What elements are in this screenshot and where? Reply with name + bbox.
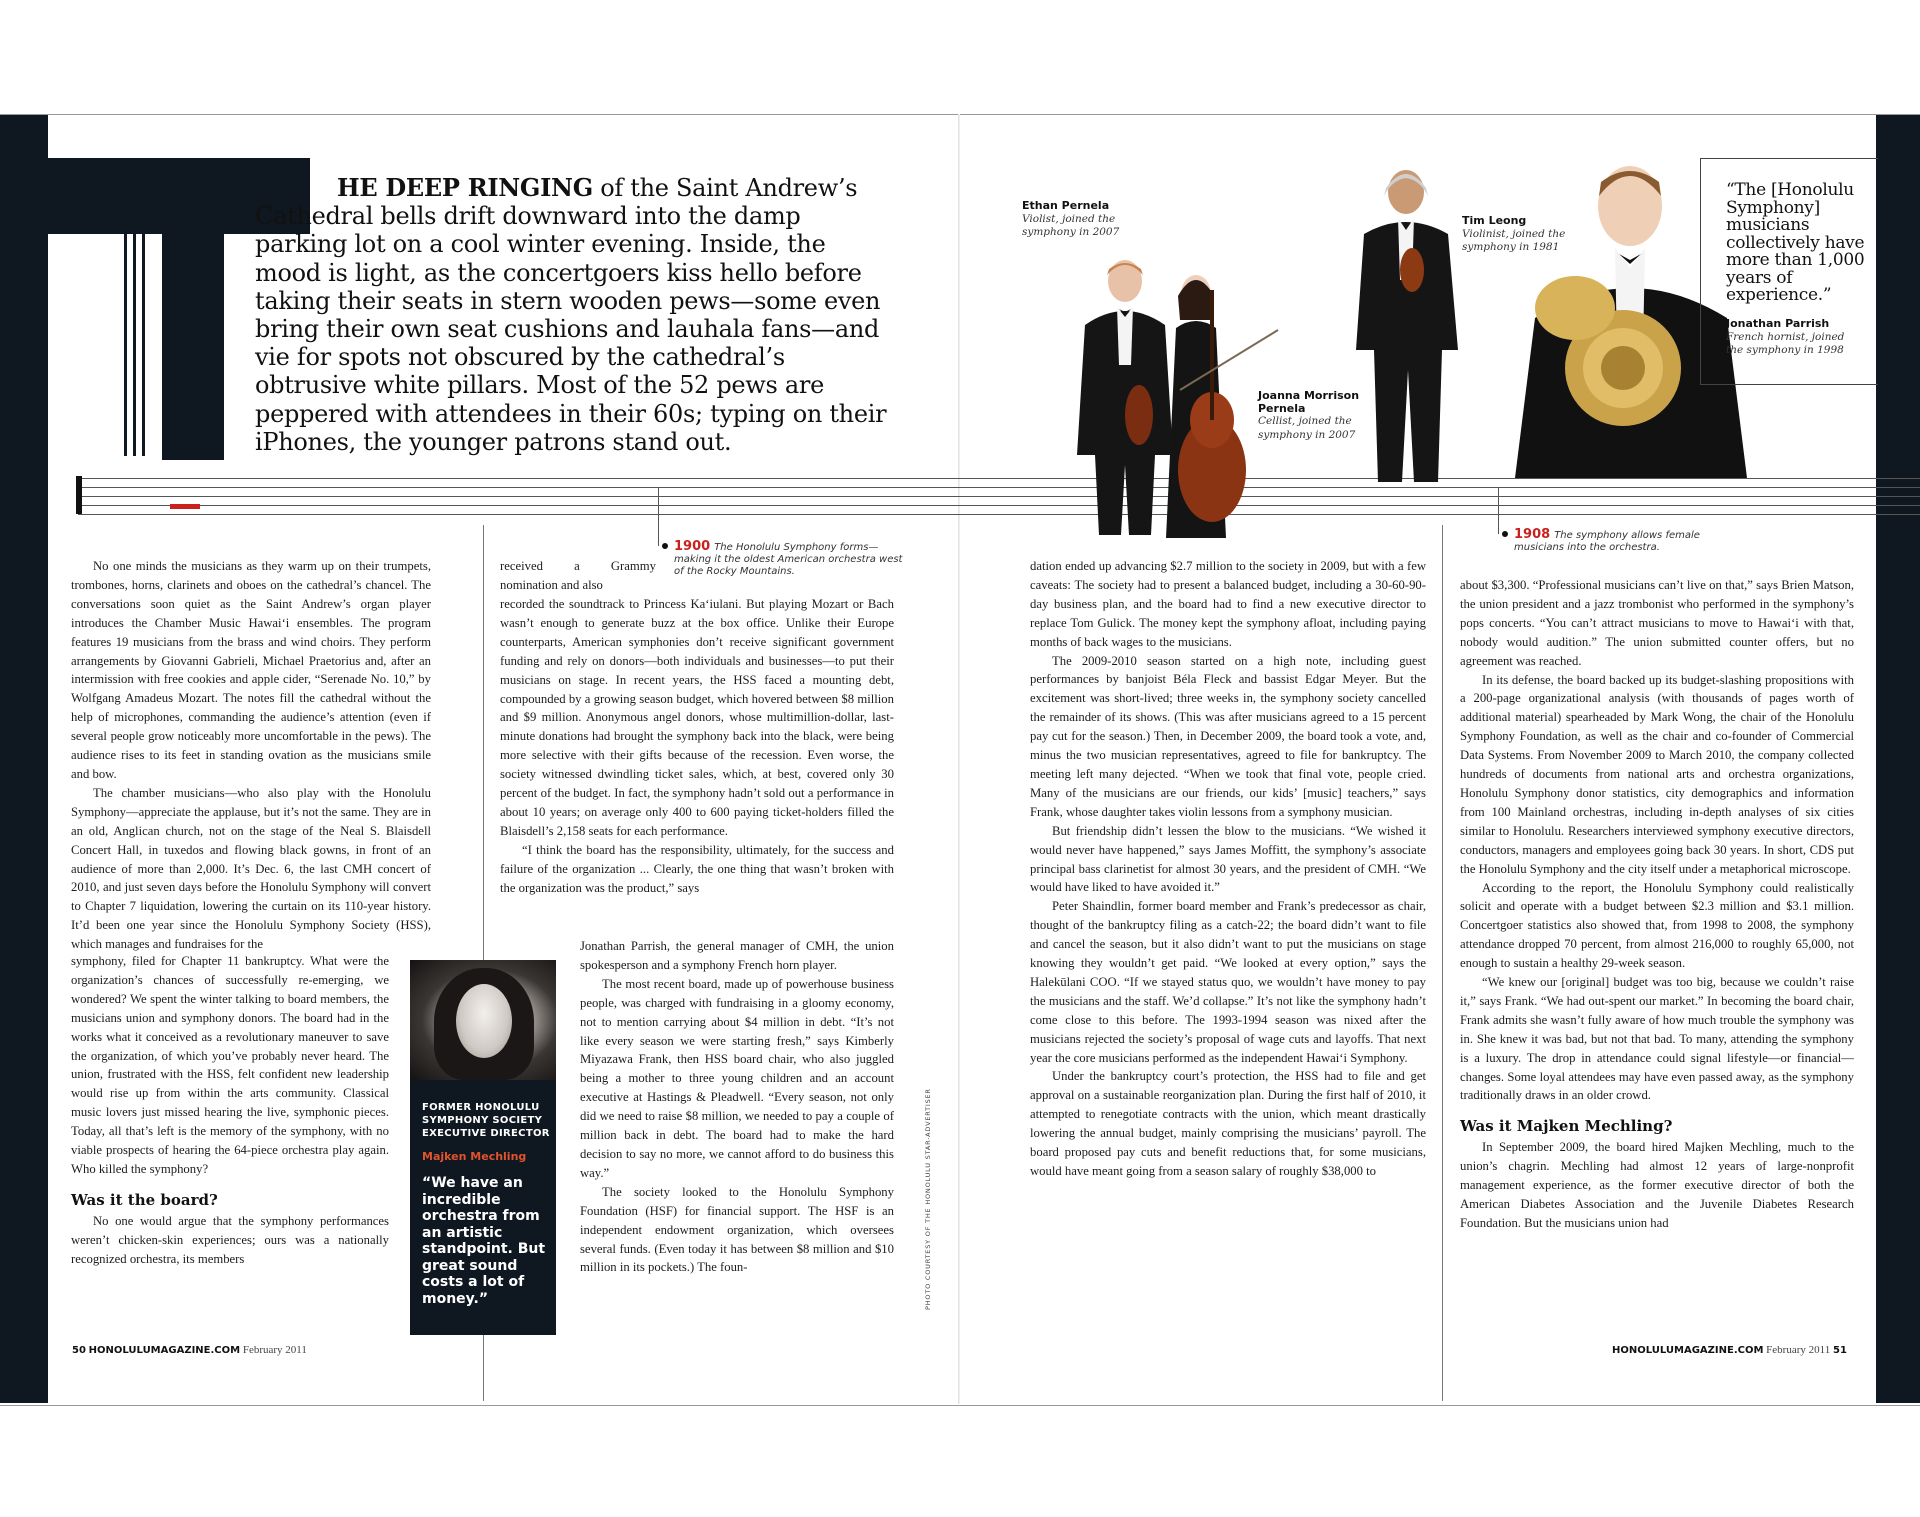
quote-box-rule — [1700, 158, 1878, 159]
drop-cap-line — [142, 234, 145, 456]
body-paragraph: received a Grammy nomination and also — [500, 559, 656, 592]
timeline-year: 1900 — [674, 539, 711, 554]
magazine-site: HONOLULUMAGAZINE.COM — [1612, 1345, 1764, 1356]
body-paragraph: dation ended up advancing $2.7 million to the society in 2009, but with a few caveats: The society had to present a balanced budget, including a 30-60-90-day business plan, and the board had to find a new executive director to replace Tom Gulick. The money kept the symphony afloat, including paying months of back wages to the musicians. — [1030, 559, 1426, 649]
body-paragraph: Jonathan Parrish, the general manager of CMH, the union spokesperson and a symphony French horn player. — [580, 939, 894, 972]
folio-left — [72, 1344, 307, 1356]
body-paragraph: The society looked to the Honolulu Symphony Foundation (HSF) for financial support. The HSF is an independent endowment organization, which oversees several funds. (Even today it has between $8 million and $10 million in its pockets.) The foun- — [580, 1184, 894, 1275]
sidebar-role: FORMER HONOLULU SYMPHONY SOCIETY EXECUTIVE DIRECTOR — [422, 1102, 550, 1139]
caption-desc: Cellist, joined the symphony in 2007 — [1258, 415, 1356, 441]
body-paragraph: But friendship didn’t lessen the blow to the musicians. “We wished it would never have happened,” says James Moffitt, the symphony’s associate principal bass clarinetist for almost 30 years, and the president of CMH. “We would have liked to have avoided it.” — [1030, 823, 1426, 895]
body-paragraph: In its defense, the board backed up its budget-slashing propositions with a 200-page organizational analysis (with thousands of pages worth of additional material) spearheaded by Mark Wong, the chair of the Honolulu Symphony Foundation, as well as the chair and co-founder of Commercial Data Systems. From November 2009 to March 2010, the company collected hundreds of documents from national arts and orchestra organizations, Honolulu Symphony donor statistics, city demographics and information from 100 Mainland orchestras, including in-depth analyses of six cities similar to Honolulu. Researchers interviewed symphony executive directors, conductors, managers and employees going back 30 years. In short, CDS put the Honolulu Symphony and the city itself under a metaphorical microscope. — [1460, 672, 1854, 876]
text-column-1-wrap — [71, 952, 389, 1269]
staff-line — [78, 487, 1920, 488]
drop-cap-line — [124, 234, 127, 456]
portrait-majken-mechling — [410, 960, 556, 1080]
text-column-3 — [1030, 557, 1426, 1181]
lede-lead-in: HE DEEP RINGING — [337, 173, 593, 202]
body-paragraph: According to the report, the Honolulu Symphony could realistically solicit and operate with a budget between $2.3 million and $3.1 million. Concertgoer statistics also showed that, from 1998 to 2008, the symphony attendance dropped 70 percent, from almost 216,000 to roughly 65,000, not enough to sustain a healthy 29-week season. — [1460, 880, 1854, 971]
photo-credit-text: PHOTO COURTESY OF THE HONOLULU STAR-ADVERTISER — [924, 1088, 932, 1310]
quote-box-rule — [1700, 158, 1701, 384]
timeline-text: The symphony allows female musicians into the orchestra. — [1514, 530, 1700, 553]
sidebar-quote-box — [410, 1080, 556, 1335]
caption-name: Tim Leong — [1462, 214, 1527, 227]
portrait-face — [456, 984, 512, 1058]
timeline-stem — [658, 488, 659, 546]
timeline-entry-1900 — [674, 541, 904, 578]
timeline-entry-1908 — [1514, 529, 1724, 554]
staff-line — [78, 496, 1920, 497]
body-paragraph: The chamber musicians—who also play with the Honolulu Symphony—appreciate the applause, but it’s not the same. They are in an old, Anglican church, not on the stage of the Neal S. Blaisdell Concert Hall, in tuxedos and flowing black gowns, in front of an audience of more than 2,000. It’s Dec. 6, the last CMH concert of 2010, and just seven days before the Honolulu Symphony will convert to Chapter 7 liquidation, lowering the curtain on its 110-year history. It’d been one year since the Honolulu Symphony Society (HSS), which manages and fundraises for the — [71, 785, 431, 952]
section-heading: Was it Majken Mechling? — [1460, 1117, 1673, 1136]
body-paragraph: Under the bankruptcy court’s protection, the HSS had to file and get approval on a sustainable reorganization plan. During the first half of 2010, it attempted to renegotiate contracts with the union, which meant drastically lowering the annual budget, mainly comprising the musicians’ payroll. The board proposed pay cuts and benefit reductions that, for some musicians, would have meant going from a season salary of roughly $38,000 to — [1030, 1069, 1426, 1178]
quote-box-rule — [1700, 384, 1878, 385]
caption-desc: Violinist, joined the symphony in 1981 — [1462, 227, 1566, 253]
body-paragraph: “We knew our [original] budget was too big, because we couldn’t raise it,” says Frank. “We had out-spent our market.” In becoming the board chair, Frank admits she wasn’t fully aware of how much trouble the symphony was in. She knew it was bad, but not that bad. To many, attending the symphony is a luxury. The drop in attendance could signal lifestyle—or financial—changes. Some loyal attendees may have even passed away, as the symphony traditionally draws in an older crowd. — [1460, 975, 1854, 1103]
page-number: 51 — [1832, 1345, 1847, 1356]
body-paragraph: No one would argue that the symphony performances weren’t chicken-skin experiences; ours was a nationally recognized orchestra, its members — [71, 1213, 389, 1266]
body-paragraph: “I think the board has the responsibility, ultimately, for the success and failure of the organization ... Clearly, the one thing that wasn’t broken with the organization was the product,” says — [500, 842, 894, 895]
sidebar-quote: “We have an incredible orchestra from an artistic standpoint. But great sound costs a lot of money.” — [422, 1175, 546, 1307]
body-paragraph: recorded the soundtrack to Princess Ka‘iulani. But playing Mozart or Bach wasn’t enough to generate buzz at the box office. Unlike their Europe counterparts, American symphonies don’t receive significant government funding and rely on donors—both individuals and businesses—to put their musicians on stage. In recent years, the HSS faced a mounting debt, compounded by a growing season budget, which hovered between $8 million and $9 million. Anonymous angel donors, whose multimillion-dollar, last-minute donations had brought the symphony back into the black, were being more selective with their gifts because of the recession. Even worse, the society witnessed dwindling ticket sales, which, at best, covered only 30 percent of the budget. In fact, the symphony hadn’t sold out a performance in about 10 years; on average only 400 to 600 paying ticket-holders filled the Blaisdell’s 2,158 seats for each performance. — [500, 597, 894, 838]
issue-date: February 2011 — [1766, 1344, 1831, 1356]
left-edge-bar — [0, 115, 48, 1403]
text-column-2 — [500, 595, 894, 898]
caption-desc: French hornist, joined the symphony in 1998 — [1726, 330, 1845, 356]
page-gutter — [958, 114, 960, 1404]
timeline-dot — [1502, 531, 1508, 537]
body-paragraph: No one minds the musicians as they warm up on their trumpets, trombones, horns, clarinets and oboes on the cathedral’s chancel. The conversations soon quiet as the Saint Andrew’s organ player introduces the Chamber Music Hawai‘i ensembles. The program features 19 musicians from the brass and wind choirs. They perform arrangements by Giovanni Gabrieli, Michael Praetorius and, after an intermission with free cookies and apple cider, “Serenade No. 10,” by Wolfgang Amadeus Mozart. The notes fill the cathedral without the help of microphones, commanding the audience’s attention (even if several people grow noticeably more uncomfortable in the pews). The audience rises to its feet in standing ovation as the musicians smile and bow. — [71, 559, 431, 781]
page-number: 50 — [72, 1345, 86, 1356]
text-column-2-wrap — [580, 937, 894, 1277]
lede-paragraph — [255, 174, 895, 456]
staff-line — [78, 514, 1920, 515]
body-paragraph: about $3,300. “Professional musicians can’t live on that,” says Brien Matson, the union president and a jazz trombonist who performed in the symphony’s pops concerts. “You can’t attract musicians to move to Hawai‘i with that, nobody would audition.” The union submitted counter offers, but no agreement was reached. — [1460, 578, 1854, 668]
timeline-year: 1908 — [1514, 527, 1551, 542]
caption-ethan — [1022, 200, 1132, 240]
column-rule — [1442, 525, 1443, 1401]
timeline-dot — [662, 543, 668, 549]
staff-line — [78, 478, 1920, 479]
section-heading: Was it the board? — [71, 1190, 218, 1209]
issue-date: February 2011 — [242, 1344, 307, 1356]
caption-name: Ethan Pernela — [1022, 199, 1110, 212]
timeline-stem — [1498, 488, 1499, 534]
body-paragraph: symphony, filed for Chapter 11 bankruptcy. What were the organization’s chances of successfully re-emerging, we wondered? We spent the winter talking to board members, the musicians union and symphony donors. The board had in the works what it conceived as a revolutionary maneuver to save the organization, of which you’ve probably never heard. The union, frustrated with the HSS, felt confident new leadership would rise up from within the arts community. Classical music lovers just missed hearing the live, symphonic pieces. Today, all that’s left is the memory of the symphony, with no viable prospects of hearing the 64-piece orchestra play again. Who killed the symphony? — [71, 954, 389, 1176]
photo-jonathan-parrish — [1515, 148, 1747, 478]
caption-name: Jonathan Parrish — [1726, 317, 1830, 330]
magazine-site: HONOLULUMAGAZINE.COM — [88, 1345, 241, 1356]
right-edge-bar — [1876, 115, 1920, 1403]
pull-quote: “The [Honolulu Symphony] musicians collectively have more than 1,000 years of experience.” — [1726, 180, 1865, 305]
body-paragraph: In September 2009, the board hired Majken Mechling, much to the union’s chagrin. Mechling had almost 12 years of large-nonprofit management experience, as the former executive director of both the American Diabetes Association and the Juvenile Diabetes Research Foundation. But the musicians union had — [1460, 1140, 1854, 1230]
photo-credit — [914, 1080, 932, 1320]
drop-cap-stem — [162, 234, 224, 460]
timeline-marker — [170, 504, 200, 509]
lede-text: of the Saint Andrew’s Cathedral bells drift downward into the damp parking lot on a cool winter evening. Inside, the mood is light, as the concertgoers kiss hello before taking their seats in stern wooden pews—some even bring their own seat cushions and lauhala fans—and vie for spots not obscured by the cathedral’s obtrusive white pillars. Most of the 52 pews are peppered with attendees in their 60s; typing on their iPhones, the younger patrons stand out. — [255, 174, 887, 456]
folio-right — [1612, 1344, 1847, 1356]
caption-joanna — [1258, 390, 1368, 442]
drop-cap-line — [133, 234, 136, 456]
sidebar-name: Majken Mechling — [422, 1150, 527, 1163]
caption-tim — [1462, 215, 1572, 255]
body-paragraph: Peter Shaindlin, former board member and Frank’s predecessor as chair, thought of the bankruptcy filing as a catch-22; the board didn’t want to file and cancel the season, but it also didn’t want to put the musicians on stage knowing they wouldn’t get paid. “We looked at every option,” says the Halekūlani COO. “If we stayed status quo, we wouldn’t have money to pay the musicians and the staff. We’d collapse.” It’s not like the symphony hadn’t come close to this before. The 1993-1994 season was nixed after the musicians rejected the society’s proposal of wage cuts and layoffs. That next year the core musicians performed as the independent Hawai‘i Symphony. — [1030, 899, 1426, 1065]
body-paragraph: The most recent board, made up of powerhouse business people, was charged with fundraising in a gloomy economy, not to mention carrying about $4 million in debt. “It’s not like every season we were starting fresh,” says Kimberly Miyazawa Frank, then HSS board chair, who also juggled being a mother to three young children and an account executive at Hastings & Pleadwell. “Every season, not only did we need to raise $8 million, we needed to pay a couple of million back in debt. The board had to make the hard decision to say no more, we cannot afford to do business this way.” — [580, 976, 894, 1180]
staff-barline — [76, 476, 82, 514]
caption-jonathan — [1726, 318, 1856, 358]
staff-line — [78, 505, 1920, 506]
text-column-1 — [71, 557, 431, 954]
text-column-4 — [1460, 576, 1854, 1233]
caption-desc: Violist, joined the symphony in 2007 — [1022, 212, 1120, 238]
timeline-text: The Honolulu Symphony forms—making it the oldest American orchestra west of the Rocky Mountains. — [674, 542, 903, 577]
text-column-2-top — [500, 557, 656, 595]
body-paragraph: The 2009-2010 season started on a high note, including guest performances by banjoist Béla Fleck and bassist Edgar Meyer. But the excitement was short-lived; three weeks in, the symphony society cancelled the remainder of its shows. (This was after musicians agreed to a 15 percent pay cut for the season.) Then, in December 2009, the board took a vote, and, minus the two musician representatives, agreed to file for bankruptcy. The meeting left many dejected. “When we took that final vote, people cried. Many of the musicians are our friends, our kids’ [music] teachers,” says Frank, whose daughter takes violin lessons from a symphony musician. — [1030, 653, 1426, 819]
caption-name: Joanna Morrison Pernela — [1258, 389, 1360, 415]
